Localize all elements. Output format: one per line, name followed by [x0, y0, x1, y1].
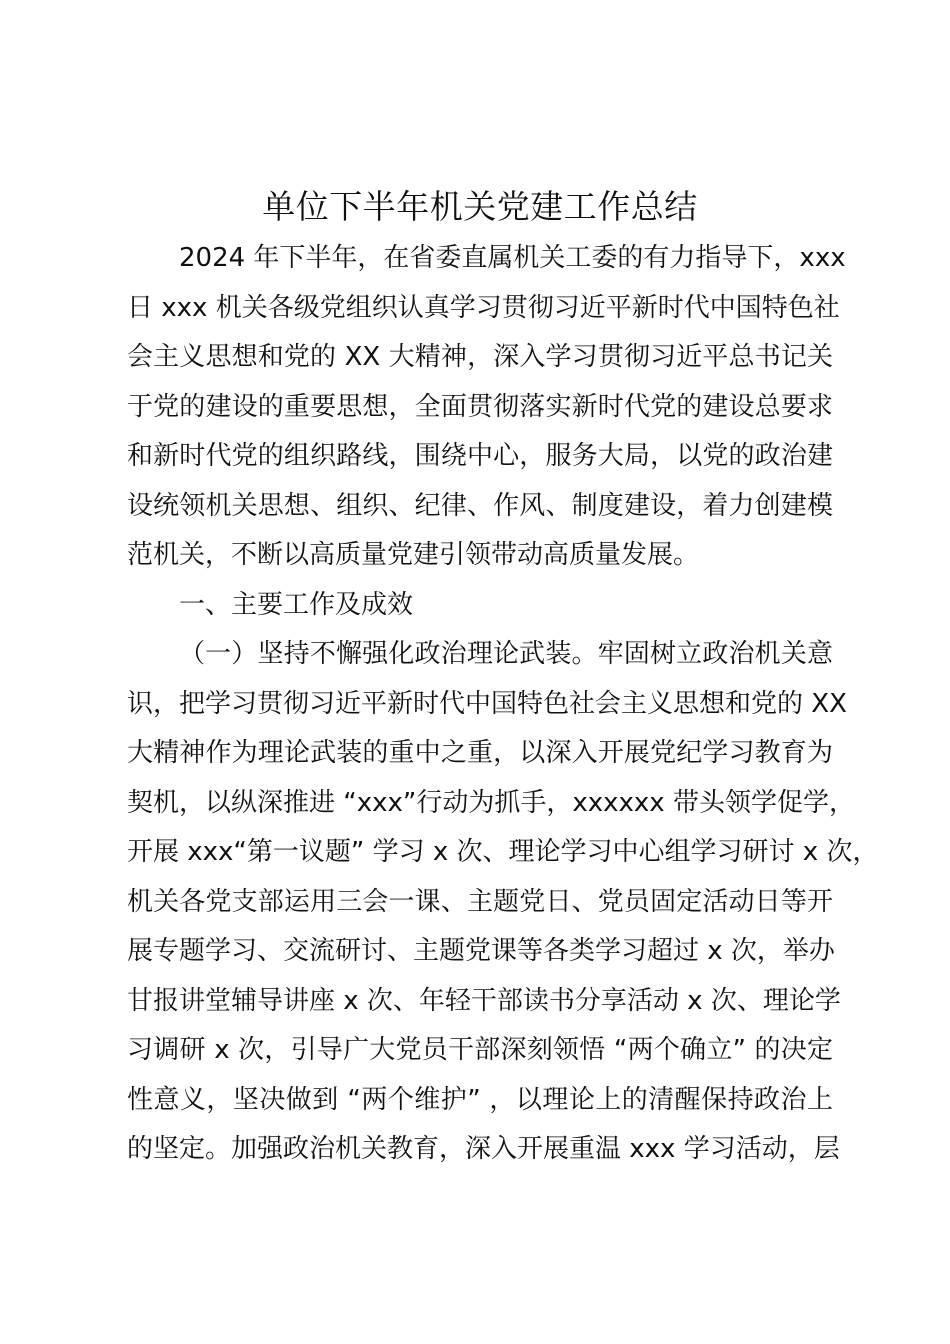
section-1-paragraph: [127, 630, 879, 1175]
paragraph-line: 设统领机关思想、组织、纪律、作风、制度建设，着力创建模: [127, 490, 833, 521]
paragraph-line: 2024 年下半年，在省委直属机关工委的有力指导下，xxx: [179, 243, 846, 273]
document-page: [127, 180, 879, 1175]
section-heading: 一、主要工作及成效: [179, 589, 414, 620]
paragraph-line: 机关各党支部运用三会一课、主题党日、党员固定活动日等开: [127, 886, 833, 917]
paragraph-line: （一）坚持不懈强化政治理论武装。牢固树立政治机关意: [179, 639, 833, 669]
section-heading-block: [127, 581, 833, 631]
paragraph-line: 性意义，坚决做到 “两个维护” ，以理论上的清醒保持政治上: [127, 1084, 833, 1115]
paragraph-line: 会主义思想和党的 XX 大精神，深入学习贯彻习近平总书记关: [127, 342, 833, 372]
paragraph-line: 契机，以纵深推进 “xxx”行动为抓手，xxxxxx 带头领学促学，: [127, 787, 855, 818]
document-title: 单位下半年机关党建工作总结: [262, 187, 698, 226]
paragraph-line: 于党的建设的重要思想，全面贯彻落实新时代党的建设总要求: [127, 391, 833, 422]
paragraph-line: 识，把学习贯彻习近平新时代中国特色社会主义思想和党的 XX: [127, 688, 847, 719]
paragraph-line: 日 xxx 机关各级党组织认真学习贯彻习近平新时代中国特色社: [127, 292, 840, 323]
paragraph-line: 甘报讲堂辅导讲座 x 次、年轻干部读书分享活动 x 次、理论学: [127, 985, 841, 1016]
paragraph-line: 大精神作为理论武装的重中之重，以深入开展党纪学习教育为: [127, 738, 833, 768]
paragraph-line: 开展 xxx“第一议题” 学习 x 次、理论学习中心组学习研讨 x 次，: [127, 837, 879, 867]
paragraph-line: 范机关，不断以高质量党建引领带动高质量发展。: [127, 540, 700, 570]
intro-paragraph: [127, 234, 846, 581]
paragraph-line: 和新时代党的组织路线，围绕中心，服务大局，以党的政治建: [127, 441, 833, 471]
paragraph-line: 习调研 x 次，引导广大党员干部深刻领悟 “两个确立” 的决定: [127, 1035, 833, 1065]
paragraph-line: 展专题学习、交流研讨、主题党课等各类学习超过 x 次，举办: [127, 936, 835, 966]
paragraph-line: 的坚定。加强政治机关教育，深入开展重温 xxx 学习活动，层: [127, 1134, 840, 1164]
